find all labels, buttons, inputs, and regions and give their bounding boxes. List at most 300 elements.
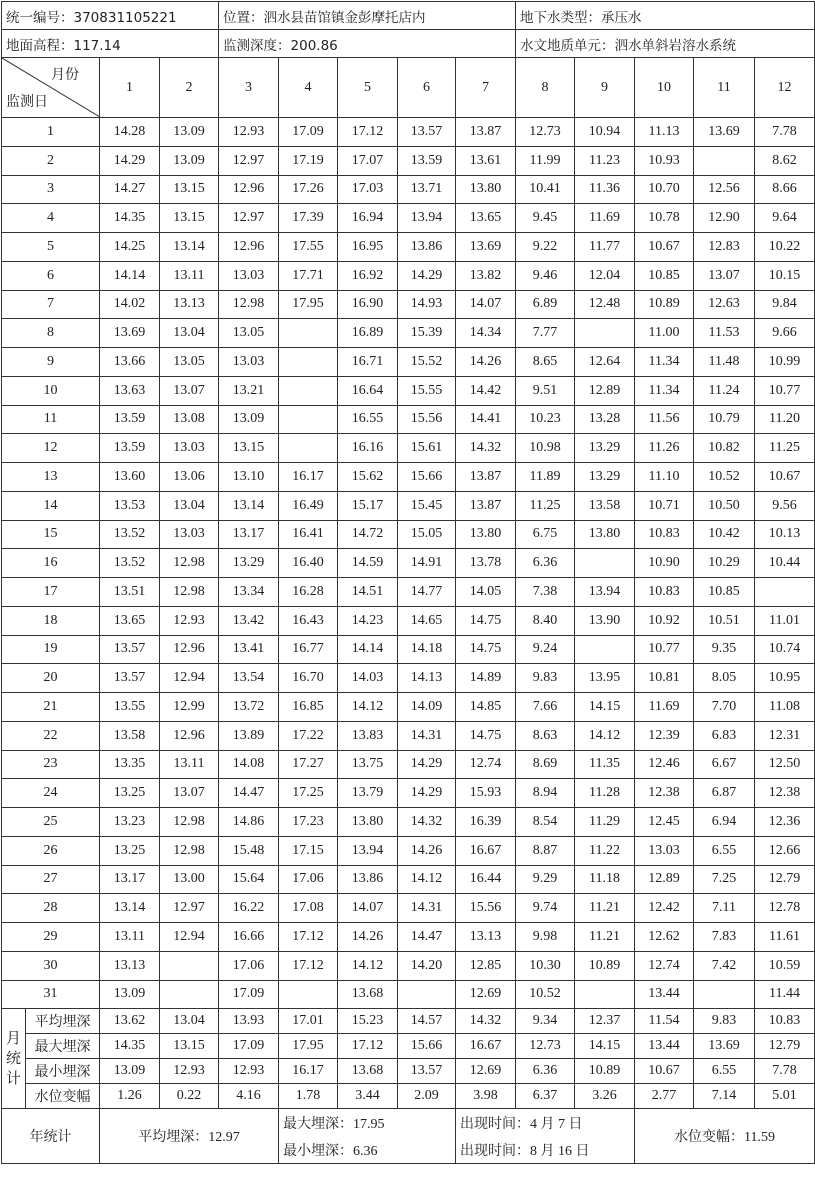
depth-cell: 17.22 xyxy=(279,721,338,750)
depth-cell: 13.87 xyxy=(456,118,516,147)
depth-cell: 12.39 xyxy=(635,721,694,750)
table-row xyxy=(2,204,815,233)
stat-row xyxy=(2,1034,815,1059)
depth-cell: 9.24 xyxy=(516,635,575,664)
depth-cell: 10.74 xyxy=(755,635,815,664)
depth-cell: 13.13 xyxy=(456,923,516,952)
depth-cell: 16.16 xyxy=(338,434,398,463)
depth-cell: 10.94 xyxy=(575,118,635,147)
month-axis-label: 月份 xyxy=(51,68,79,83)
depth-cell: 13.59 xyxy=(398,146,456,175)
depth-cell: 14.91 xyxy=(398,549,456,578)
depth-cell xyxy=(694,980,755,1009)
day-cell: 26 xyxy=(2,836,100,865)
stat-cell: 13.44 xyxy=(635,1034,694,1059)
depth-cell: 13.75 xyxy=(338,750,398,779)
depth-cell: 13.07 xyxy=(694,261,755,290)
depth-cell xyxy=(160,980,219,1009)
depth-cell: 8.87 xyxy=(516,836,575,865)
depth-cell: 12.97 xyxy=(219,204,279,233)
day-cell: 3 xyxy=(2,175,100,204)
depth-cell xyxy=(694,146,755,175)
depth-cell: 13.03 xyxy=(219,348,279,377)
depth-cell: 15.17 xyxy=(338,491,398,520)
depth-cell: 11.61 xyxy=(755,923,815,952)
day-cell: 27 xyxy=(2,865,100,894)
depth-cell: 6.75 xyxy=(516,520,575,549)
depth-cell: 10.23 xyxy=(516,405,575,434)
monitor-depth: 监测深度：200.86 xyxy=(219,30,516,58)
depth-cell: 14.31 xyxy=(398,894,456,923)
depth-cell: 13.80 xyxy=(456,175,516,204)
depth-cell: 8.40 xyxy=(516,606,575,635)
depth-cell: 12.90 xyxy=(694,204,755,233)
stat-cell: 13.93 xyxy=(219,1009,279,1034)
depth-cell: 16.43 xyxy=(279,606,338,635)
depth-cell: 17.03 xyxy=(338,175,398,204)
depth-cell: 13.42 xyxy=(219,606,279,635)
table-row xyxy=(2,635,815,664)
stat-row xyxy=(2,1084,815,1109)
depth-cell: 13.78 xyxy=(456,549,516,578)
depth-cell: 7.38 xyxy=(516,578,575,607)
depth-cell: 14.85 xyxy=(456,693,516,722)
depth-cell: 14.18 xyxy=(398,635,456,664)
depth-cell: 10.83 xyxy=(635,520,694,549)
depth-cell: 14.03 xyxy=(338,664,398,693)
depth-cell xyxy=(279,376,338,405)
depth-cell: 12.50 xyxy=(755,750,815,779)
depth-cell: 11.36 xyxy=(575,175,635,204)
groundwater-monitoring-sheet xyxy=(1,1,814,1178)
stat-cell: 13.68 xyxy=(338,1059,398,1084)
depth-cell: 13.83 xyxy=(338,721,398,750)
depth-cell: 8.66 xyxy=(755,175,815,204)
table-row xyxy=(2,319,815,348)
stat-name: 水位变幅 xyxy=(26,1084,100,1109)
depth-cell: 13.29 xyxy=(575,434,635,463)
stat-cell: 12.93 xyxy=(160,1059,219,1084)
month-header-cell: 11 xyxy=(694,58,755,118)
annual-max-depth: 最大埋深：17.95 xyxy=(279,1109,456,1137)
depth-cell: 14.29 xyxy=(398,750,456,779)
depth-cell: 13.72 xyxy=(219,693,279,722)
depth-cell: 6.94 xyxy=(694,808,755,837)
depth-cell: 16.71 xyxy=(338,348,398,377)
day-cell: 2 xyxy=(2,146,100,175)
day-cell: 5 xyxy=(2,233,100,262)
depth-cell: 16.41 xyxy=(279,520,338,549)
day-cell: 31 xyxy=(2,980,100,1009)
depth-cell: 12.97 xyxy=(219,146,279,175)
depth-cell: 12.38 xyxy=(755,779,815,808)
table-row xyxy=(2,348,815,377)
depth-cell: 9.56 xyxy=(755,491,815,520)
depth-cell: 17.12 xyxy=(279,951,338,980)
month-header-cell: 2 xyxy=(160,58,219,118)
depth-cell: 16.89 xyxy=(338,319,398,348)
depth-cell: 13.10 xyxy=(219,463,279,492)
stat-cell: 10.89 xyxy=(575,1059,635,1084)
day-cell: 19 xyxy=(2,635,100,664)
depth-cell: 13.03 xyxy=(160,434,219,463)
depth-cell: 14.29 xyxy=(398,779,456,808)
day-cell: 29 xyxy=(2,923,100,952)
month-header-cell: 10 xyxy=(635,58,694,118)
depth-cell: 10.90 xyxy=(635,549,694,578)
day-cell: 24 xyxy=(2,779,100,808)
depth-cell: 10.82 xyxy=(694,434,755,463)
table-row xyxy=(2,463,815,492)
depth-cell: 13.80 xyxy=(456,520,516,549)
depth-cell: 13.11 xyxy=(160,750,219,779)
depth-cell: 13.52 xyxy=(100,520,160,549)
stat-cell: 6.37 xyxy=(516,1084,575,1109)
depth-cell: 13.68 xyxy=(338,980,398,1009)
depth-cell: 14.02 xyxy=(100,290,160,319)
depth-cell: 7.83 xyxy=(694,923,755,952)
depth-cell: 10.78 xyxy=(635,204,694,233)
depth-cell: 11.24 xyxy=(694,376,755,405)
depth-cell: 7.42 xyxy=(694,951,755,980)
depth-cell: 13.57 xyxy=(100,664,160,693)
depth-cell: 17.39 xyxy=(279,204,338,233)
stat-cell: 6.36 xyxy=(516,1059,575,1084)
table-row xyxy=(2,980,815,1009)
table-row xyxy=(2,836,815,865)
depth-cell: 10.59 xyxy=(755,951,815,980)
depth-cell: 14.26 xyxy=(456,348,516,377)
depth-cell: 12.97 xyxy=(160,894,219,923)
table-row xyxy=(2,606,815,635)
table-row xyxy=(2,491,815,520)
depth-cell: 14.26 xyxy=(338,923,398,952)
day-cell: 8 xyxy=(2,319,100,348)
day-cell: 7 xyxy=(2,290,100,319)
stat-cell: 1.78 xyxy=(279,1084,338,1109)
depth-cell: 12.96 xyxy=(219,175,279,204)
depth-cell: 9.46 xyxy=(516,261,575,290)
depth-cell: 10.83 xyxy=(635,578,694,607)
depth-cell: 17.25 xyxy=(279,779,338,808)
depth-cell: 8.94 xyxy=(516,779,575,808)
location: 位置：泗水县苗馆镇金彭摩托店内 xyxy=(219,2,516,30)
annual-row-1 xyxy=(2,1109,815,1137)
depth-cell: 12.64 xyxy=(575,348,635,377)
depth-cell: 14.89 xyxy=(456,664,516,693)
depth-cell: 10.85 xyxy=(635,261,694,290)
depth-cell: 7.77 xyxy=(516,319,575,348)
depth-cell: 14.59 xyxy=(338,549,398,578)
depth-cell xyxy=(279,319,338,348)
stat-cell: 13.15 xyxy=(160,1034,219,1059)
depth-cell xyxy=(279,980,338,1009)
stat-cell: 7.14 xyxy=(694,1084,755,1109)
stat-cell: 2.09 xyxy=(398,1084,456,1109)
depth-cell: 11.26 xyxy=(635,434,694,463)
depth-cell: 10.52 xyxy=(516,980,575,1009)
depth-cell: 14.32 xyxy=(456,434,516,463)
depth-cell: 12.66 xyxy=(755,836,815,865)
month-header-cell: 3 xyxy=(219,58,279,118)
depth-cell: 12.69 xyxy=(456,980,516,1009)
stat-cell: 13.57 xyxy=(398,1059,456,1084)
depth-cell: 12.98 xyxy=(160,808,219,837)
depth-cell: 16.70 xyxy=(279,664,338,693)
month-header-cell: 5 xyxy=(338,58,398,118)
depth-cell: 17.71 xyxy=(279,261,338,290)
depth-cell: 11.13 xyxy=(635,118,694,147)
stat-name: 最大埋深 xyxy=(26,1034,100,1059)
depth-cell: 9.29 xyxy=(516,865,575,894)
stat-cell: 12.69 xyxy=(456,1059,516,1084)
depth-cell: 11.69 xyxy=(575,204,635,233)
depth-cell: 15.52 xyxy=(398,348,456,377)
depth-cell: 12.93 xyxy=(219,118,279,147)
table-row xyxy=(2,578,815,607)
depth-cell: 14.12 xyxy=(338,693,398,722)
depth-cell: 11.99 xyxy=(516,146,575,175)
day-cell: 6 xyxy=(2,261,100,290)
water-type: 地下水类型：承压水 xyxy=(516,2,815,30)
depth-cell: 13.51 xyxy=(100,578,160,607)
depth-cell: 13.86 xyxy=(398,233,456,262)
depth-cell: 12.99 xyxy=(160,693,219,722)
depth-cell: 8.54 xyxy=(516,808,575,837)
depth-cell: 13.25 xyxy=(100,836,160,865)
stat-cell: 3.98 xyxy=(456,1084,516,1109)
depth-cell: 10.51 xyxy=(694,606,755,635)
depth-cell: 13.15 xyxy=(219,434,279,463)
depth-cell xyxy=(279,348,338,377)
depth-cell: 14.13 xyxy=(398,664,456,693)
depth-cell: 17.95 xyxy=(279,290,338,319)
stat-cell: 9.83 xyxy=(694,1009,755,1034)
depth-cell: 17.08 xyxy=(279,894,338,923)
depth-cell: 13.06 xyxy=(160,463,219,492)
table-row xyxy=(2,865,815,894)
depth-cell: 13.58 xyxy=(100,721,160,750)
day-cell: 1 xyxy=(2,118,100,147)
depth-cell: 13.59 xyxy=(100,434,160,463)
depth-cell: 10.67 xyxy=(755,463,815,492)
day-cell: 16 xyxy=(2,549,100,578)
day-cell: 18 xyxy=(2,606,100,635)
month-header-cell: 4 xyxy=(279,58,338,118)
stat-cell: 16.67 xyxy=(456,1034,516,1059)
depth-cell: 10.42 xyxy=(694,520,755,549)
depth-cell: 16.94 xyxy=(338,204,398,233)
depth-cell: 11.00 xyxy=(635,319,694,348)
table-row xyxy=(2,693,815,722)
month-header-cell: 9 xyxy=(575,58,635,118)
depth-cell: 9.84 xyxy=(755,290,815,319)
month-header-row xyxy=(2,58,815,118)
day-cell: 25 xyxy=(2,808,100,837)
depth-cell: 11.01 xyxy=(755,606,815,635)
depth-cell: 12.63 xyxy=(694,290,755,319)
depth-cell: 12.98 xyxy=(219,290,279,319)
depth-cell: 16.55 xyxy=(338,405,398,434)
hydro-unit: 水文地质单元：泗水单斜岩溶水系统 xyxy=(516,30,815,58)
depth-cell: 13.69 xyxy=(100,319,160,348)
depth-cell: 14.09 xyxy=(398,693,456,722)
table-row xyxy=(2,434,815,463)
table-row xyxy=(2,808,815,837)
depth-cell: 14.12 xyxy=(575,721,635,750)
depth-cell: 12.73 xyxy=(516,118,575,147)
depth-cell: 6.67 xyxy=(694,750,755,779)
depth-cell xyxy=(575,319,635,348)
depth-cell: 16.95 xyxy=(338,233,398,262)
depth-cell: 10.15 xyxy=(755,261,815,290)
depth-cell: 11.56 xyxy=(635,405,694,434)
stat-cell: 13.69 xyxy=(694,1034,755,1059)
depth-cell: 14.42 xyxy=(456,376,516,405)
depth-cell: 13.29 xyxy=(575,463,635,492)
day-cell: 22 xyxy=(2,721,100,750)
depth-cell: 16.67 xyxy=(456,836,516,865)
depth-cell: 13.00 xyxy=(160,865,219,894)
table-row xyxy=(2,261,815,290)
depth-cell: 12.96 xyxy=(219,233,279,262)
depth-cell: 12.94 xyxy=(160,664,219,693)
depth-cell: 10.77 xyxy=(635,635,694,664)
depth-cell: 13.03 xyxy=(160,520,219,549)
stat-cell: 0.22 xyxy=(160,1084,219,1109)
depth-cell: 12.89 xyxy=(635,865,694,894)
depth-cell: 12.85 xyxy=(456,951,516,980)
depth-cell: 7.25 xyxy=(694,865,755,894)
annual-min-depth: 最小埋深：6.36 xyxy=(279,1136,456,1164)
depth-cell: 12.78 xyxy=(755,894,815,923)
depth-cell: 10.99 xyxy=(755,348,815,377)
table-row xyxy=(2,549,815,578)
depth-cell: 15.56 xyxy=(456,894,516,923)
depth-cell: 10.79 xyxy=(694,405,755,434)
depth-cell: 16.66 xyxy=(219,923,279,952)
stat-cell: 10.67 xyxy=(635,1059,694,1084)
depth-cell: 11.20 xyxy=(755,405,815,434)
depth-cell: 12.96 xyxy=(160,721,219,750)
stat-cell: 2.77 xyxy=(635,1084,694,1109)
depth-cell: 14.72 xyxy=(338,520,398,549)
depth-cell: 14.20 xyxy=(398,951,456,980)
depth-cell: 9.74 xyxy=(516,894,575,923)
depth-cell: 15.64 xyxy=(219,865,279,894)
depth-cell: 16.64 xyxy=(338,376,398,405)
depth-cell: 15.05 xyxy=(398,520,456,549)
depth-cell: 14.23 xyxy=(338,606,398,635)
depth-cell: 10.89 xyxy=(575,951,635,980)
depth-cell: 6.55 xyxy=(694,836,755,865)
depth-cell: 13.13 xyxy=(160,290,219,319)
depth-cell: 13.34 xyxy=(219,578,279,607)
month-header-cell: 1 xyxy=(100,58,160,118)
depth-cell: 11.53 xyxy=(694,319,755,348)
depth-cell: 10.67 xyxy=(635,233,694,262)
depth-cell: 13.80 xyxy=(338,808,398,837)
depth-cell: 13.25 xyxy=(100,779,160,808)
depth-cell xyxy=(279,434,338,463)
depth-cell: 14.77 xyxy=(398,578,456,607)
depth-cell: 9.51 xyxy=(516,376,575,405)
depth-cell: 13.41 xyxy=(219,635,279,664)
ground-elevation: 地面高程：117.14 xyxy=(2,30,219,58)
stat-cell: 17.09 xyxy=(219,1034,279,1059)
depth-cell: 10.52 xyxy=(694,463,755,492)
depth-cell: 6.89 xyxy=(516,290,575,319)
stat-cell: 4.16 xyxy=(219,1084,279,1109)
depth-cell: 12.93 xyxy=(160,606,219,635)
depth-cell: 11.10 xyxy=(635,463,694,492)
depth-cell: 13.90 xyxy=(575,606,635,635)
table-row xyxy=(2,923,815,952)
depth-cell: 12.31 xyxy=(755,721,815,750)
depth-cell: 16.44 xyxy=(456,865,516,894)
depth-cell: 8.65 xyxy=(516,348,575,377)
stat-cell: 14.15 xyxy=(575,1034,635,1059)
depth-cell: 12.48 xyxy=(575,290,635,319)
month-header-cell: 12 xyxy=(755,58,815,118)
depth-cell: 13.05 xyxy=(160,348,219,377)
table-row xyxy=(2,894,815,923)
stat-name: 平均埋深 xyxy=(26,1009,100,1034)
depth-cell: 17.06 xyxy=(279,865,338,894)
depth-cell: 13.04 xyxy=(160,319,219,348)
depth-cell xyxy=(279,405,338,434)
depth-cell: 10.41 xyxy=(516,175,575,204)
day-cell: 14 xyxy=(2,491,100,520)
depth-cell xyxy=(755,578,815,607)
depth-cell: 11.29 xyxy=(575,808,635,837)
stat-cell: 3.44 xyxy=(338,1084,398,1109)
annual-avg-depth: 平均埋深：12.97 xyxy=(100,1109,279,1164)
depth-cell: 9.64 xyxy=(755,204,815,233)
depth-cell: 13.17 xyxy=(100,865,160,894)
depth-cell: 12.98 xyxy=(160,549,219,578)
table-row xyxy=(2,664,815,693)
depth-cell: 12.42 xyxy=(635,894,694,923)
stat-cell: 1.26 xyxy=(100,1084,160,1109)
depth-cell: 12.36 xyxy=(755,808,815,837)
depth-cell: 13.09 xyxy=(100,980,160,1009)
depth-cell: 13.07 xyxy=(160,376,219,405)
depth-cell: 13.14 xyxy=(100,894,160,923)
depth-cell: 16.49 xyxy=(279,491,338,520)
depth-cell: 15.55 xyxy=(398,376,456,405)
depth-cell: 13.21 xyxy=(219,376,279,405)
depth-cell: 16.28 xyxy=(279,578,338,607)
stat-cell: 3.26 xyxy=(575,1084,635,1109)
depth-cell: 9.98 xyxy=(516,923,575,952)
depth-cell: 12.74 xyxy=(456,750,516,779)
depth-cell xyxy=(575,635,635,664)
table-row xyxy=(2,951,815,980)
depth-cell: 13.04 xyxy=(160,491,219,520)
monthly-stats-label: 月 统 计 xyxy=(2,1009,26,1109)
groundwater-table xyxy=(1,1,815,1164)
depth-cell: 11.21 xyxy=(575,894,635,923)
stat-cell: 14.57 xyxy=(398,1009,456,1034)
depth-cell: 11.08 xyxy=(755,693,815,722)
depth-cell: 12.98 xyxy=(160,578,219,607)
depth-cell: 13.17 xyxy=(219,520,279,549)
depth-cell: 15.56 xyxy=(398,405,456,434)
day-cell: 23 xyxy=(2,750,100,779)
depth-cell: 13.09 xyxy=(219,405,279,434)
depth-cell: 12.45 xyxy=(635,808,694,837)
